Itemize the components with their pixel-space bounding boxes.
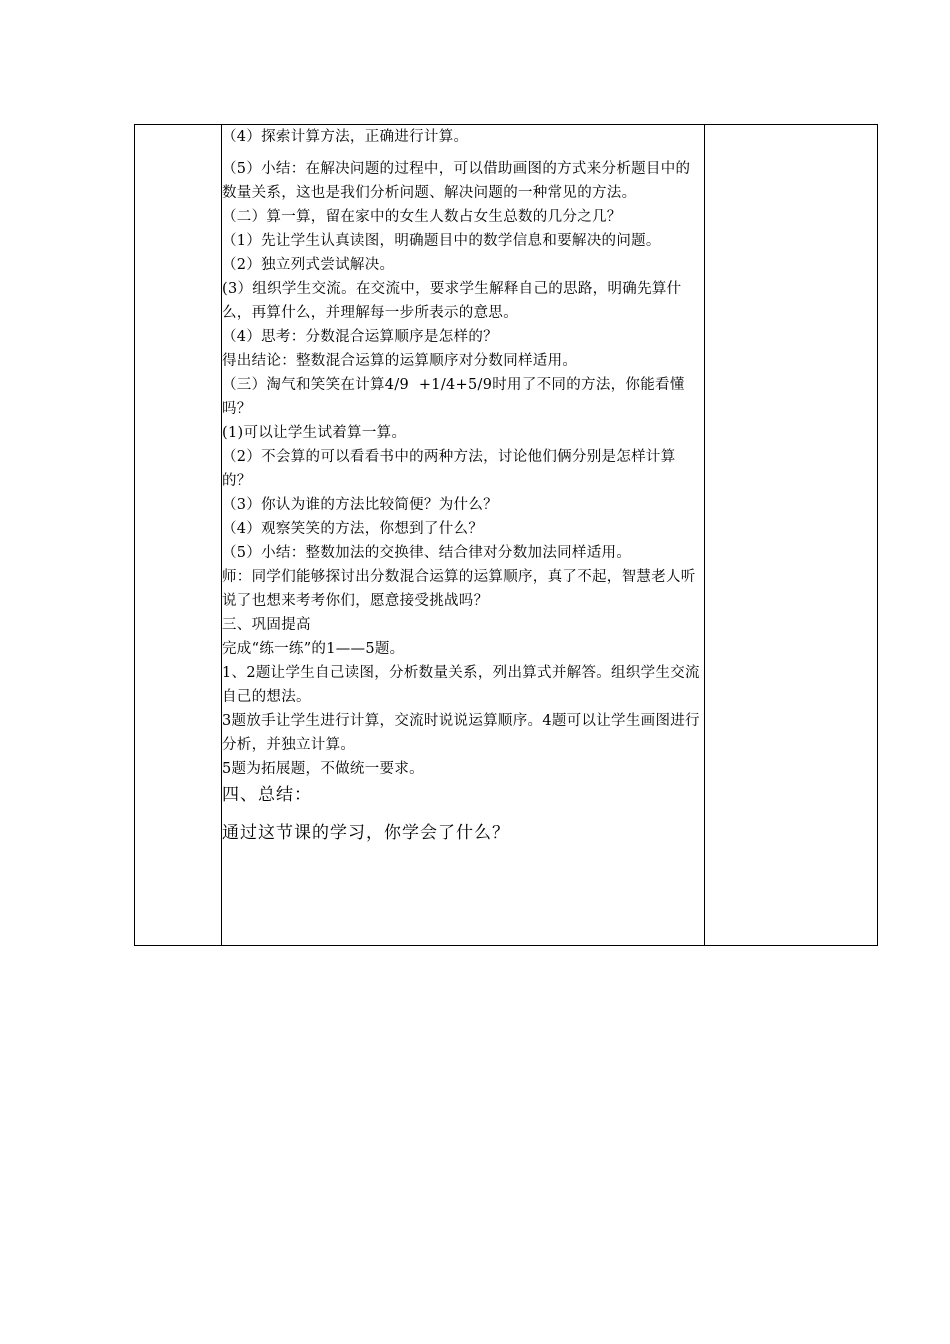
step-4-explore: （4）探索计算方法，正确进行计算。 [222,129,469,145]
consolidation-note-1: 1、2题让学生自己读图，分析数量关系，列出算式并解答。组织学生交流自己的想法。 [222,665,700,705]
summary-question: 通过这节课的学习，你学会了什么？ [222,823,510,843]
section-2-question: （二）算一算，留在家中的女生人数占女生总数的几分之几？ [222,209,622,225]
consolidation-heading: 三、巩固提高 [222,617,311,633]
section-3-step-5: （5）小结：整数加法的交换律、结合律对分数加法同样适用。 [222,545,632,561]
section-2-step-2: （2）独立列式尝试解决。 [222,257,395,273]
section-3-step-1: (1)可以让学生试着算一算。 [222,425,407,441]
teacher-remark: 师：同学们能够探讨出分数混合运算的运算顺序，真了不起，智慧老人听说了也想来考考你们，愿意接受挑战吗？ [222,569,696,609]
lesson-plan-table [134,124,878,946]
section-3-step-3: （3）你认为谁的方法比较简便？为什么？ [222,497,498,513]
summary-heading: 四、总结： [222,785,312,805]
table-row [135,125,878,946]
main-content-cell [222,125,705,946]
section-2-step-1: （1）先让学生认真读图，明确题目中的数学信息和要解决的问题。 [222,233,661,249]
section-2-conclusion: 得出结论：整数混合运算的运算顺序对分数同样适用。 [222,353,578,369]
right-column-cell [705,125,878,946]
consolidation-task: 完成“练一练”的1——5题。 [222,641,405,657]
consolidation-note-3: 5题为拓展题，不做统一要求。 [222,761,424,777]
left-column-cell [135,125,222,946]
section-3-question: （三）淘气和笑笑在计算4/9 +1/4+5/9时用了不同的方法，你能看懂吗？ [222,377,685,417]
step-5-summary: （5）小结：在解决问题的过程中，可以借助画图的方式来分析题目中的数量关系，这也是我们分析问题、解决问题的一种常见的方法。 [222,161,691,201]
section-2-step-3: (3）组织学生交流。在交流中，要求学生解释自己的思路，明确先算什么，再算什么，并理解每一步所表示的意思。 [222,281,682,321]
section-2-step-4: （4）思考：分数混合运算顺序是怎样的？ [222,329,498,345]
section-3-step-4: （4）观察笑笑的方法，你想到了什么？ [222,521,484,537]
consolidation-note-2: 3题放手让学生进行计算，交流时说说运算顺序。4题可以让学生画图进行分析，并独立计算。 [222,713,700,753]
section-3-step-2: （2）不会算的可以看看书中的两种方法，讨论他们俩分别是怎样计算的？ [222,449,676,489]
